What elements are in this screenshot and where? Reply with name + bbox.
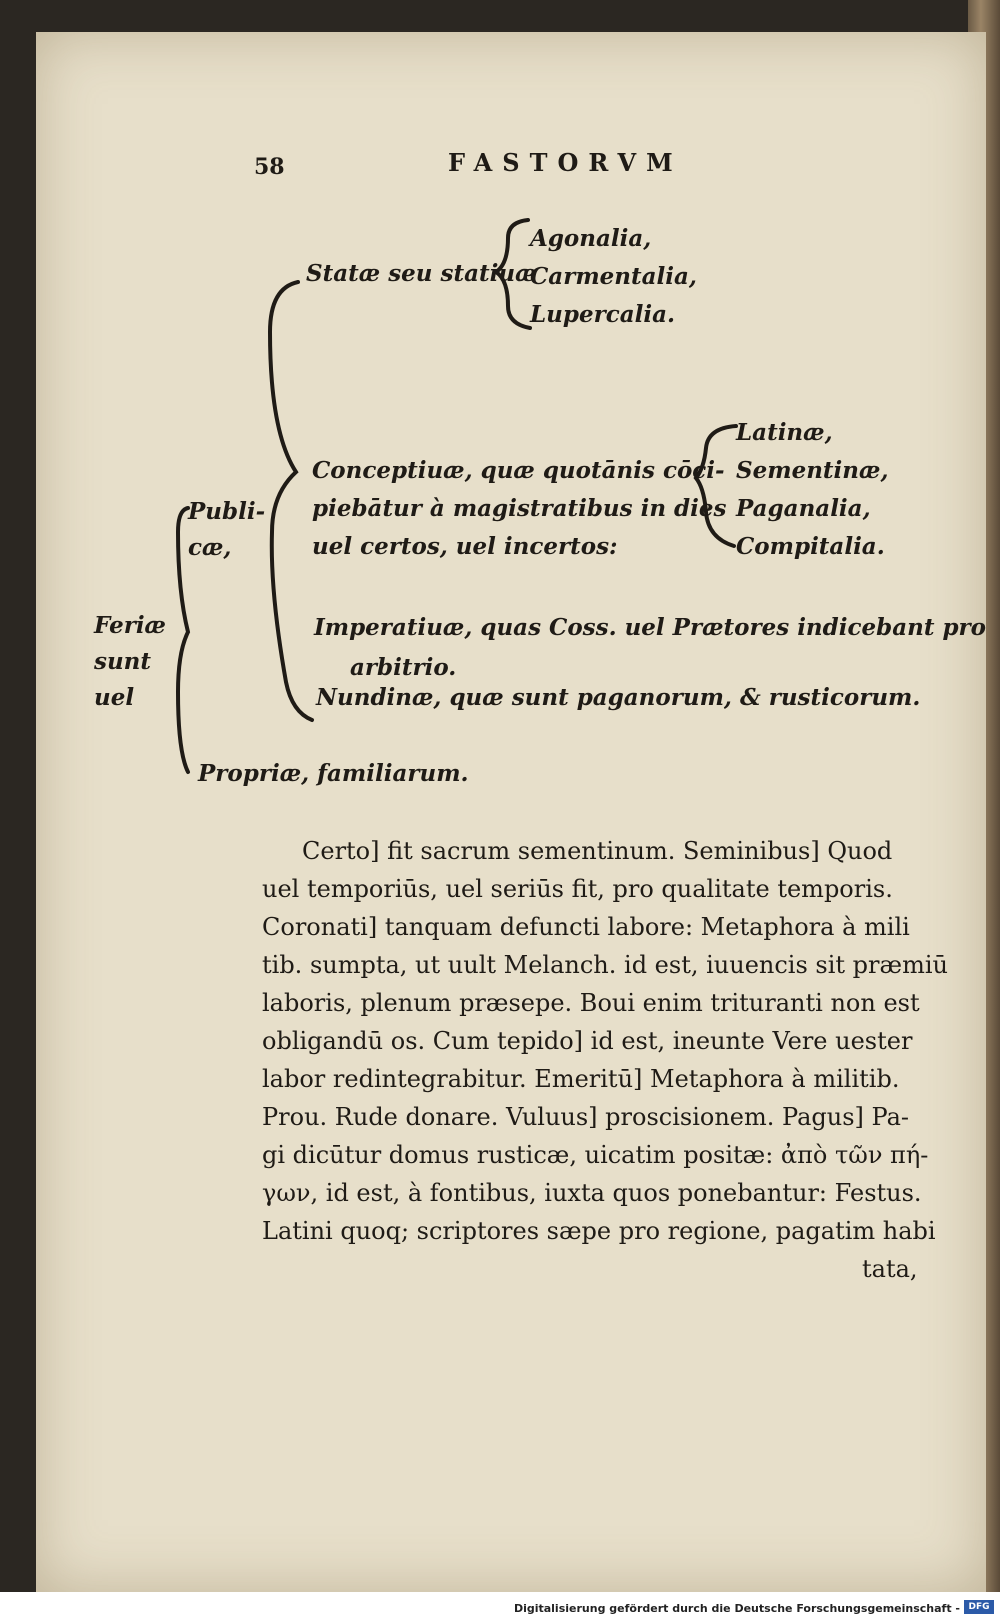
publicae-line: cæ,: [188, 534, 232, 561]
imperatiuae-line: arbitrio.: [350, 654, 457, 681]
branch-propriae: Propriæ, familiarum.: [198, 760, 469, 787]
root-line: sunt: [94, 648, 152, 675]
branch-conceptiuae: [312, 452, 726, 566]
root-line: uel: [94, 684, 135, 711]
text-line: Coronati] tanquam defuncti labore: Metaphora à mili: [262, 913, 910, 941]
text-line: gi dicūtur domus rusticæ, uicatim positæ: ἀπὸ τῶν πή-: [262, 1141, 929, 1169]
running-title: FASTORVM: [448, 148, 683, 177]
statae-items: [530, 220, 697, 334]
digitization-credit: Digitalisierung gefördert durch die Deutsche Forschungsgemeinschaft -: [513, 1602, 960, 1615]
text-line: tib. sumpta, ut uult Melanch. id est, iuuencis sit præmiū: [262, 951, 948, 979]
text-line: Prou. Rude donare. Vuluus] proscisionem. Pagus] Pa-: [262, 1103, 910, 1131]
list-item: Sementinæ,: [736, 457, 889, 484]
book-page: [36, 32, 986, 1592]
commentary-text: [262, 832, 948, 1288]
publicae-line: Publi-: [188, 498, 266, 525]
dfg-logo: DFG: [964, 1600, 994, 1614]
list-item: Latinæ,: [736, 419, 833, 446]
imperatiuae-line: Imperatiuæ, quas Coss. uel Prætores indicebant pro: [314, 614, 986, 641]
brace-feriae: [178, 508, 188, 772]
text-line: uel temporiūs, uel seriūs fit, pro qualitate temporis.: [262, 875, 893, 903]
list-item: Carmentalia,: [530, 263, 697, 290]
branch-statae: Statæ seu statiuæ: [306, 260, 537, 287]
list-item: Agonalia,: [530, 225, 652, 252]
text-line: γων, id est, à fontibus, iuxta quos ponebantur: Festus.: [262, 1179, 922, 1207]
conceptiuae-line: piebātur à magistratibus in dies: [312, 495, 727, 522]
text-line: Certo] fit sacrum sementinum. Seminibus] Quod: [302, 837, 893, 865]
text-line: obligandū os. Cum tepido] id est, ineunte Vere uester: [262, 1027, 913, 1055]
branch-nundinae: Nundinæ, quæ sunt paganorum, & rusticorum.: [316, 684, 921, 711]
text-line: labor redintegrabitur. Emeritū] Metaphora à militib.: [262, 1065, 900, 1093]
text-line: Latini quoq; scriptores sæpe pro regione, pagatim habi: [262, 1217, 936, 1245]
branch-imperatiuae: [314, 608, 986, 688]
root-line: Feriæ: [94, 612, 166, 639]
list-item: Compitalia.: [736, 533, 885, 560]
conceptiuae-line: Conceptiuæ, quæ quotānis cōci-: [312, 457, 725, 484]
brace-publicae: [270, 282, 312, 720]
root-feriae: [94, 608, 166, 716]
list-item: Lupercalia.: [530, 301, 676, 328]
catchword: tata,: [862, 1255, 918, 1283]
conceptiuae-items: [736, 414, 888, 566]
text-line: laboris, plenum præsepe. Boui enim trituranti non est: [262, 989, 920, 1017]
branch-publicae: [188, 494, 265, 566]
list-item: Paganalia,: [736, 495, 871, 522]
conceptiuae-line: uel certos, uel incertos:: [312, 533, 618, 560]
page-number: 58: [254, 154, 285, 180]
